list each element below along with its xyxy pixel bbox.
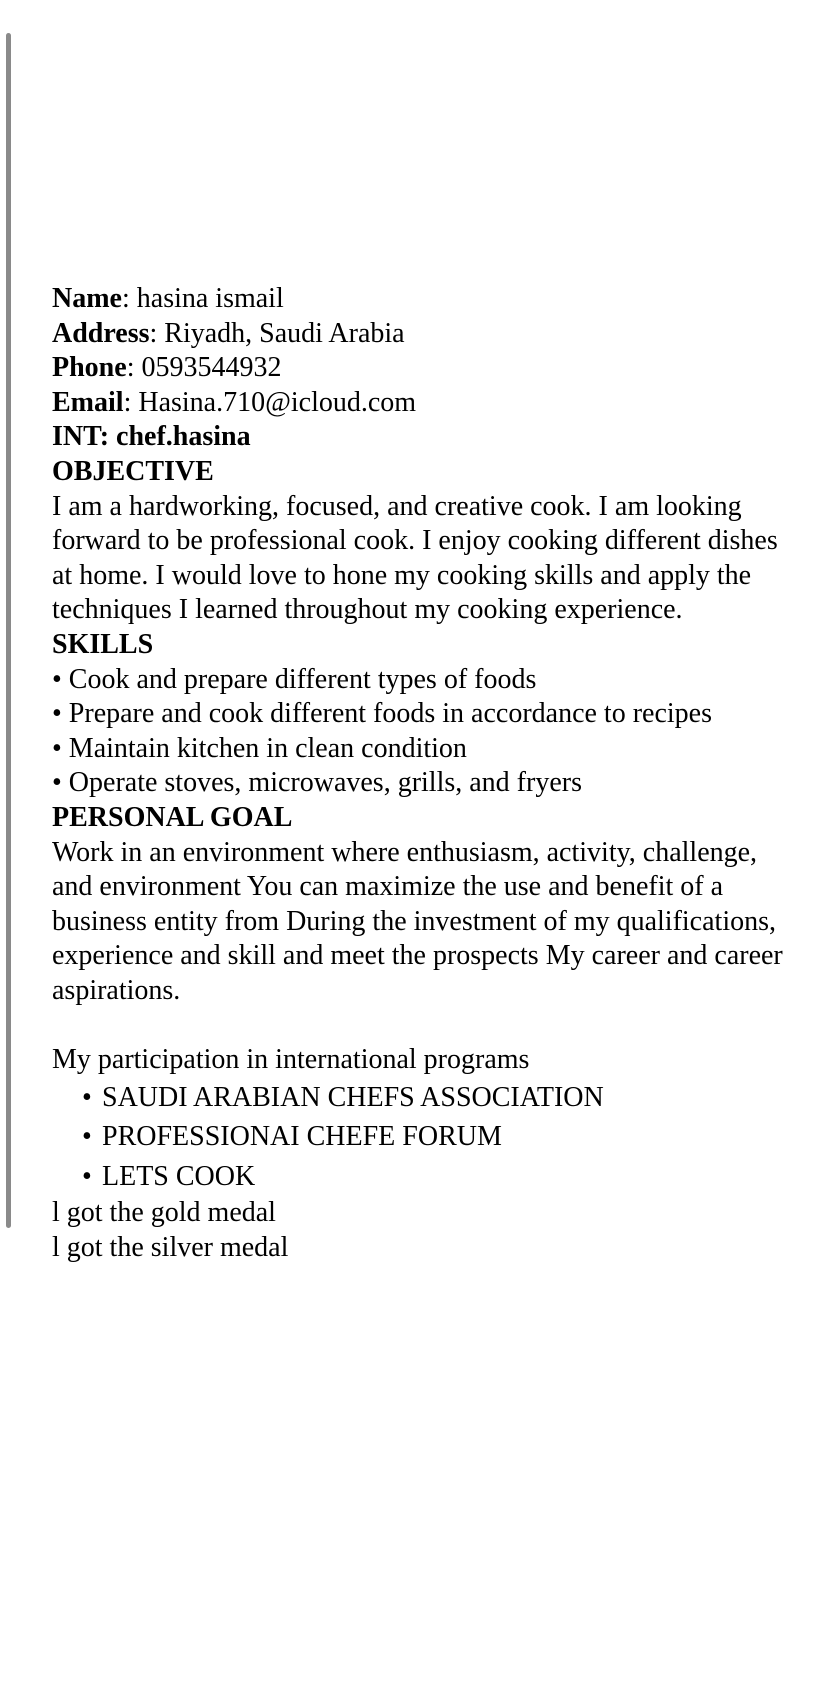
personal-goal-heading: PERSONAL GOAL <box>52 801 293 833</box>
skills-heading: SKILLS <box>52 628 154 660</box>
program-label: PROFESSIONAI CHEFE FORUM <box>102 1121 502 1153</box>
email-value: : Hasina.710@icloud.com <box>123 386 417 418</box>
address-label: Address <box>52 317 150 349</box>
personal-goal-text: Work in an environment where enthusiasm, activity, challenge, and environment You can maximize the use and benefit of a business entity from During the investment of my qualifications, experience and skill and meet the prospects My career and career aspirations. <box>52 836 783 1006</box>
skill-item: • Operate stoves, microwaves, grills, and fryers <box>52 767 582 799</box>
scrollbar[interactable] <box>6 33 11 1228</box>
phone-line <box>52 351 804 386</box>
phone-label: Phone <box>52 352 127 384</box>
name-line <box>52 282 804 317</box>
skill-item: • Cook and prepare different types of foods <box>52 663 537 695</box>
program-item <box>82 1078 804 1118</box>
program-item <box>82 1157 804 1197</box>
objective-heading: OBJECTIVE <box>52 455 214 487</box>
name-value: : hasina ismail <box>121 283 284 314</box>
programs-intro: My participation in international programs <box>52 1044 530 1076</box>
email-label: Email <box>52 386 124 418</box>
address-value: : Riyadh, Saudi Arabia <box>149 317 405 349</box>
bullet-icon: • <box>82 1160 92 1192</box>
bullet-icon: • <box>82 1081 92 1113</box>
programs-list <box>52 1078 804 1197</box>
skill-item: • Prepare and cook different foods in accordance to recipes <box>52 698 712 730</box>
email-line <box>52 386 804 421</box>
program-item <box>82 1117 804 1157</box>
name-label: Name <box>52 283 122 314</box>
int-line: INT: chef.hasina <box>52 421 251 453</box>
phone-value: : 0593544932 <box>126 352 282 384</box>
bullet-icon: • <box>82 1121 92 1153</box>
medal-line: l got the silver medal <box>52 1231 289 1263</box>
medal-line: l got the gold medal <box>52 1197 276 1229</box>
objective-text: I am a hardworking, focused, and creative cook. I am looking forward to be professional cook. I enjoy cooking different dishes at home. I would love to hone my cooking skills and apply the techniques I learned throughout my cooking experience. <box>52 490 778 626</box>
resume-document <box>52 282 804 1265</box>
program-label: LETS COOK <box>102 1160 256 1192</box>
blank-line <box>52 1008 804 1043</box>
skill-item: • Maintain kitchen in clean condition <box>52 732 467 764</box>
address-line <box>52 317 804 352</box>
program-label: SAUDI ARABIAN CHEFS ASSOCIATION <box>102 1081 604 1113</box>
